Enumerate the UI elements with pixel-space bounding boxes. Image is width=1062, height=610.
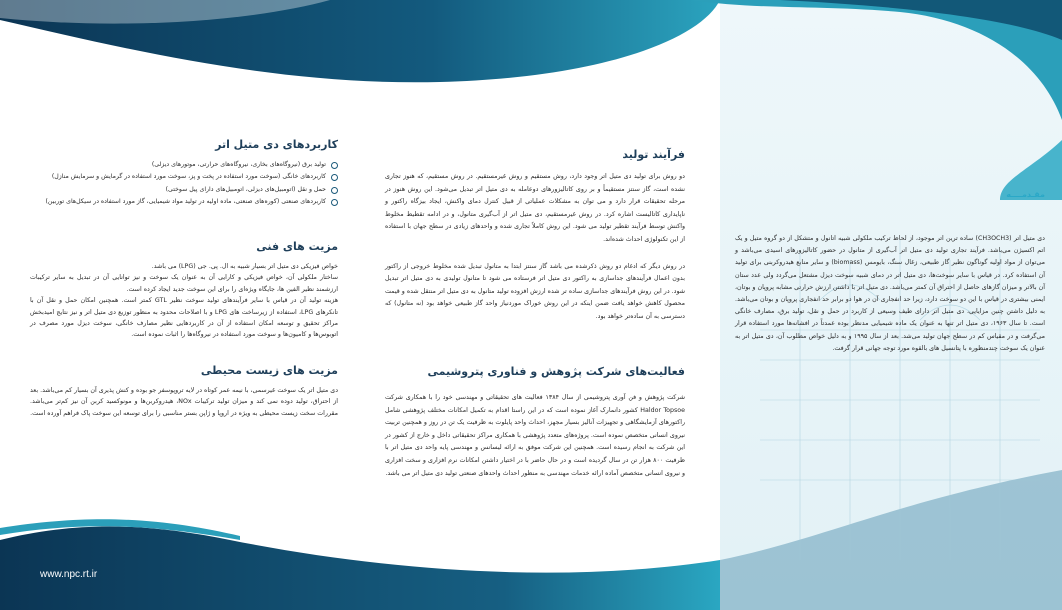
- environmental-title: مزیت های زیست محیطی: [200, 364, 338, 377]
- technical-section: [30, 240, 338, 341]
- technical-paragraph-1: خواص فیزیکی دی متیل اتر بسیار شبیه به ال. پی. جی (LPG) می باشد.: [151, 263, 338, 270]
- intro-body: دی متیل اتر (CH3OCH3) ساده ترین اتر موجود، از لحاظ ترکیب ملکولی شبیه اتانول و متشکل از دو گروه متیل و یک اتم اکسیژن می‌باشد. فرآیند تجاری تولید دی متیل اتر آب‌گیری از متانول در حضور کاتالیزورهای اسیدی می‌باشد و می‌توان از مواد اولیه گوناگون نظیر گاز طبیعی، زغال سنگ، بایومس (biomass) و سایر منابع هیدروکربنی برای تولید آن استفاده کرد. در قیاس با سایر سوخت‌ها، دی متیل اتر در دمای شبیه سوخت دیزل مشتعل می‌گردد ولی عدد ستان آن بالاتر و میزان گازهای حاصل از احتراق آن کمتر می‌باشد. دی متیل اتر با داشتن ارزش حرارتی مشابه پروپان و بوتان، ایمنی بیشتری در قیاس با این دو سوخت دارد، زیرا حد انفجاری آن در هوا دو برابر حد انفجاری پروپان و بوتان می‌باشد. به دلیل داشتن چنین مزایایی، دی متیل اتر دارای طیف وسیعی از کاربرد در حمل و نقل، تولید برق، مصارف خانگی است. تا سال ۱۹۶۳، دی متیل اتر تنها به عنوان یک ماده شیمیایی مدنظر بوده عمدتاً در افشانه‌ها مورد استفاده قرار می‌گرفت و در مقیاس کم در سطح جهان تولید می‌شد. بعد از سال ۱۹۹۵ و به دلیل خواص مطلوب آن، دی متیل اتر به عنوان یک سوخت چندمنظوره با پتانسیل های بالقوه مورد توجه جهانی قرار گرفت.: [735, 235, 1046, 352]
- website-link[interactable]: www.npc.rt.ir: [40, 569, 98, 580]
- environmental-section: [30, 364, 338, 419]
- applications-list: [30, 159, 338, 209]
- process-paragraph-2: در روش دیگر که ادغام دو روش ذکرشده می باشد گاز سنتز ابتدا به متانول تبدیل شده مخلوط خروجی از راکتور بدون اعمال فرآیندهای جداسازی به راکتور دی متیل اتر فرستاده می شود تا متانول تولیدی به دی متیل اتر تبدیل شود. در این روش فرآیندهای جداسازی ساده تر شده ارزش افزوده تولید متانول به دی متیل اتر منتقل شده و قیمت محصول کاهش خواهد یافت ضمن اینکه در این روش خوراک موردنیاز واحد گاز طبیعی خواهد بود (نه متانول) که دسترسی به آن ساده‌تر خواهد بود.: [385, 262, 685, 320]
- process-title: فرآیند تولید: [622, 148, 685, 161]
- process-paragraph-1: دو روش برای تولید دی متیل اتر وجود دارد، روش مستقیم و روش غیرمستقیم. در روش مستقیم، که هنوز تجاری نشده است، گاز سنتز مستقیماً و بر روی کاتالیزورهای دوعامله به دی متیل اتر تبدیل می‌شود. این روش هنوز در مرحله تحقیقات قرار دارد و می توان به مشکلات عملیاتی از قبیل کنترل دمای واکنش، ایجاد بیزگاه راکتور و ناپایداری کاتالیست اشاره کرد. در روش غیرمستقیم، دی متیل اتر از آب‌گیری متانول، و در ادامه تقطیط مخلوط واکنش توسط فرآیند تقطیر تولید می شود. این روش کاملاً تجاری شده و واحدهای زیادی در سطح جهان با استفاده از این تکنولوژی احداث شده‌اند.: [385, 173, 685, 243]
- process-section: [385, 148, 685, 324]
- intro-title: مقـدمــــه: [1006, 190, 1045, 199]
- list-item: تولید برق (نیروگاه‌های بخاری، نیروگاه‌های حرارتی، موتورهای دیزلی): [30, 159, 338, 171]
- technical-paragraph-2: ساختار ملکولی آن، خواص فیزیکی و کارایی آن به عنوان یک سوخت و نیز توانایی آن در تبدیل به سایر ترکیبات ارزشمند نظیر الفین ها، جایگاه ویژه‌ای را برای این سوخت جدید ایجاد کرده است.: [30, 274, 338, 293]
- company-body: شرکت پژوهش و فن آوری پتروشیمی از سال ۱۳۸۴ فعالیت های تحقیقاتی و مهندسی خود را با همکاری شرکت Haldor Topsoe کشور دانمارک آغاز نموده است که در این راستا اقدام به تکمیل امکانات مختلف پژوهشی شامل راکتورهای آزمایشگاهی و تجهیزات آنالیز بسیار مجهز، احداث واحد پایلوت به ظرفیت یک تن در روز و همچنین تربیت نیروی انسانی متخصص نموده است. پروژه‌های متعدد پژوهشی با همکاری مراکز تحقیقاتی داخل و خارج از کشور در این شرکت به انجام رسیده است. همچنین این شرکت موفق به ارائه لیسانس و مهندسی پایه واحد دی متیل اتر با ظرفیت ۸۰۰ هزار تن در سال گردیده است و در حال حاضر با در اختیار داشتن امکانات نرم افزاری و سخت افزاری و نیروی انسانی متخصص آماده ارائه خدمات مهندسی به منظور احداث واحدهای صنعتی تولید دی متیل اتر می باشد.: [385, 394, 685, 477]
- bullet-icon: [331, 199, 338, 206]
- bullet-icon: [331, 162, 338, 169]
- company-title: فعالیت‌های شرکت پژوهش و فناوری پتروشیمی: [427, 365, 685, 378]
- applications-title: کاربردهای دی متیل اتر: [215, 138, 338, 151]
- list-item: کاربردهای صنعتی (کوره‌های صنعتی، ماده اولیه در تولید مواد شیمیایی، گاز مورد استفاده در سیکل‌های توربین): [30, 196, 338, 208]
- intro-section: [735, 190, 1045, 355]
- list-item: کاربردهای خانگی (سوخت مورد استفاده در پخت و پز، سوخت مورد استفاده در گرمایش و سرمایش منازل): [30, 171, 338, 183]
- list-item: حمل و نقل (اتومبیل‌های دیزلی، اتومبیل‌های دارای پیل سوختی): [30, 184, 338, 196]
- bullet-icon: [331, 187, 338, 194]
- bullet-icon: [331, 174, 338, 181]
- technical-paragraph-3: هزینه تولید آن در قیاس با سایر فرآیندهای تولید سوخت نظیر GTL کمتر است. همچنین امکان حمل و نقل آن با تانکرهای LPG، استفاده از زیرساخت های LPG و با اصلاحات محدود به منظور توزیع دی متیل اتر و نیز نتایج امیدبخش مراکز تحقیق و توسعه امکان استفاده از آن در کاربردهایی نظیر مصارف خانگی، سوخت دیزل مورد مصرف در اتوبوس‌ها و کامیون‌ها و سوخت مورد استفاده در نیروگاه‌ها را اثبات نموده است.: [30, 297, 339, 339]
- applications-section: [30, 138, 338, 209]
- environmental-body: دی متیل اتر یک سوخت غیرسمی، با نیمه عمر کوتاه در لایه تروپوسفر جو بوده و کنش پذیری آن بسیار کم می‌باشد. بعد از احتراق، تولید دوده نمی کند و میزان تولید ترکیبات NOx، هیدروکربن‌ها و مونوکسید کربن آن نیز کم‌تر می‌باشد. مقررات سخت زیست محیطی به ویژه در اروپا و ژاپن بستر مناسبی را برای توسعه این سوخت پاک فراهم آورده است.: [30, 387, 338, 417]
- technical-title: مزیت های فنی: [256, 240, 338, 253]
- company-section: [385, 365, 685, 480]
